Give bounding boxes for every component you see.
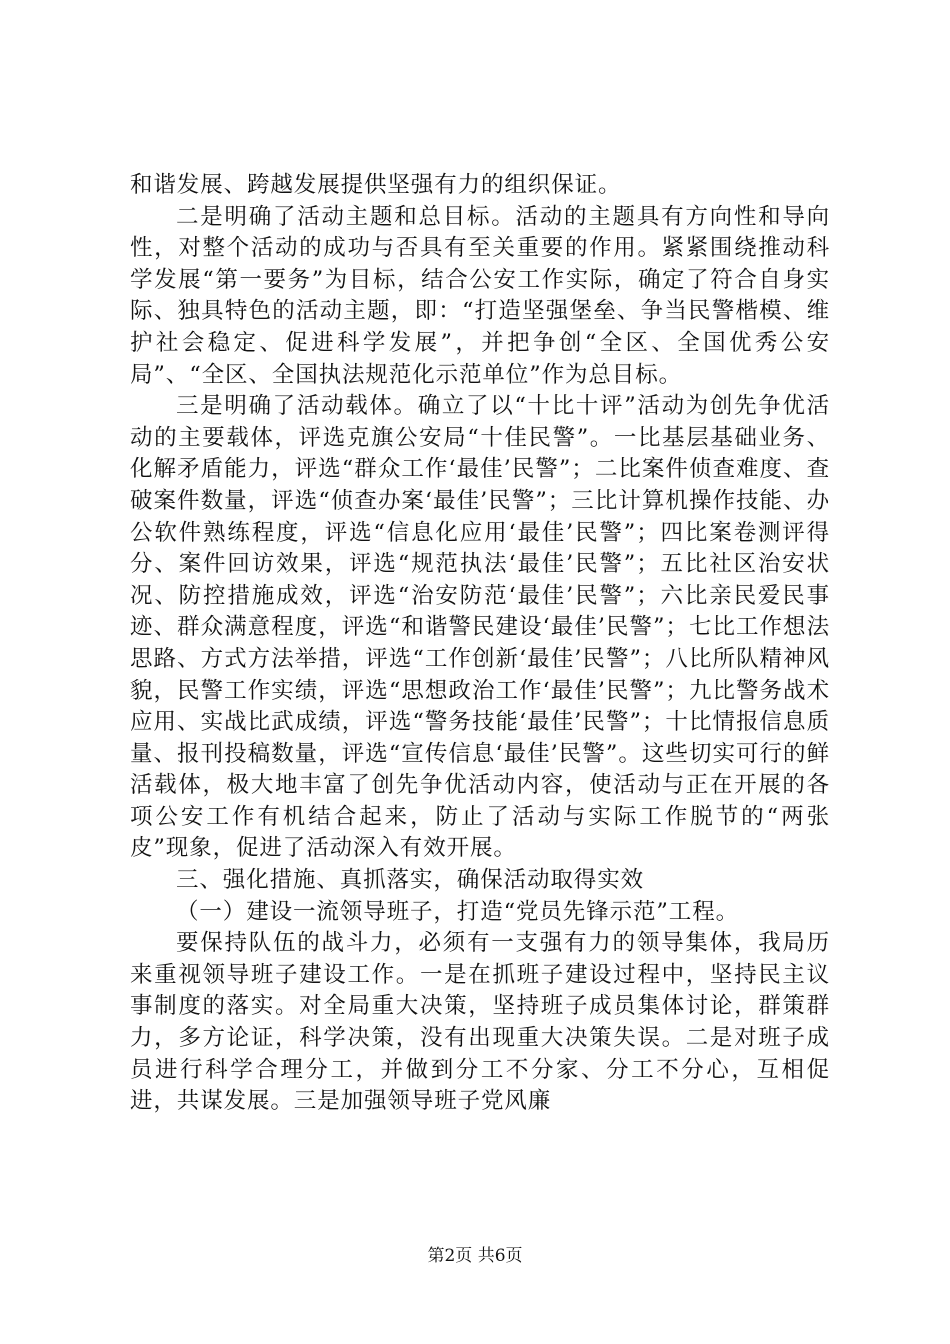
paragraph-theme-goal: 二是明确了活动主题和总目标。活动的主题具有方向性和导向性，对整个活动的成功与否具有至关重要的作用。紧紧围绕推动科学发展“第一要务”为目标，结合公安工作实际，确定了符合自身实际、独具特色的活动主题，即：“打造坚强堡垒、争当民警楷模、维护社会稳定、促进科学发展”，并把争创“全区、全国优秀公安局”、“全区、全国执法规范化示范单位”作为总目标。: [130, 203, 830, 388]
subsection-heading: （一）建设一流领导班子，打造“党员先锋示范”工程。: [176, 898, 740, 925]
paragraph-leadership: 要保持队伍的战斗力，必须有一支强有力的领导集体，我局历来重视领导班子建设工作。一是在抓班子建设过程中，坚持民主议事制度的落实。对全局重大决策，坚持班子成员集体讨论，群策群力，多方论证，科学决策，没有出现重大决策失误。二是对班子成员进行科学合理分工，并做到分工不分家、分工不分心，互相促进，共谋发展。三是加强领导班子党风廉: [130, 930, 830, 1115]
page-number-footer: 第2页 共6页: [427, 1246, 523, 1266]
document-body: [130, 170, 830, 1118]
paragraph-continuation: 和谐发展、跨越发展提供坚强有力的组织保证。: [130, 172, 622, 198]
paragraph-activity-carrier: 三是明确了活动载体。确立了以“十比十评”活动为创先争优活动的主要载体，评选克旗公安局“十佳民警”。一比基层基础业务、化解矛盾能力，评选“群众工作‘最佳’民警”；二比案件侦查难度、查破案件数量，评选“侦查办案‘最佳’民警”；三比计算机操作技能、办公软件熟练程度，评选“信息化应用‘最佳’民警”；四比案卷测评得分、案件回访效果，评选“规范执法‘最佳’民警”；五比社区治安状况、防控措施成效，评选“治安防范‘最佳’民警”；六比亲民爱民事迹、群众满意程度，评选“和谐警民建设‘最佳’民警”；七比工作想法思路、方式方法举措，评选“工作创新‘最佳’民警”；八比所队精神风貌，民警工作实绩，评选“思想政治工作‘最佳’民警”；九比警务战术应用、实战比武成绩，评选“警务技能‘最佳’民警”；十比情报信息质量、报刊投稿数量，评选“宣传信息‘最佳’民警”。这些切实可行的鲜活载体，极大地丰富了创先争优活动内容，使活动与正在开展的各项公安工作有机结合起来，防止了活动与实际工作脱节的“两张皮”现象，促进了活动深入有效开展。: [130, 393, 830, 862]
section-heading: 三、强化措施、真抓落实，确保活动取得实效: [176, 867, 645, 894]
